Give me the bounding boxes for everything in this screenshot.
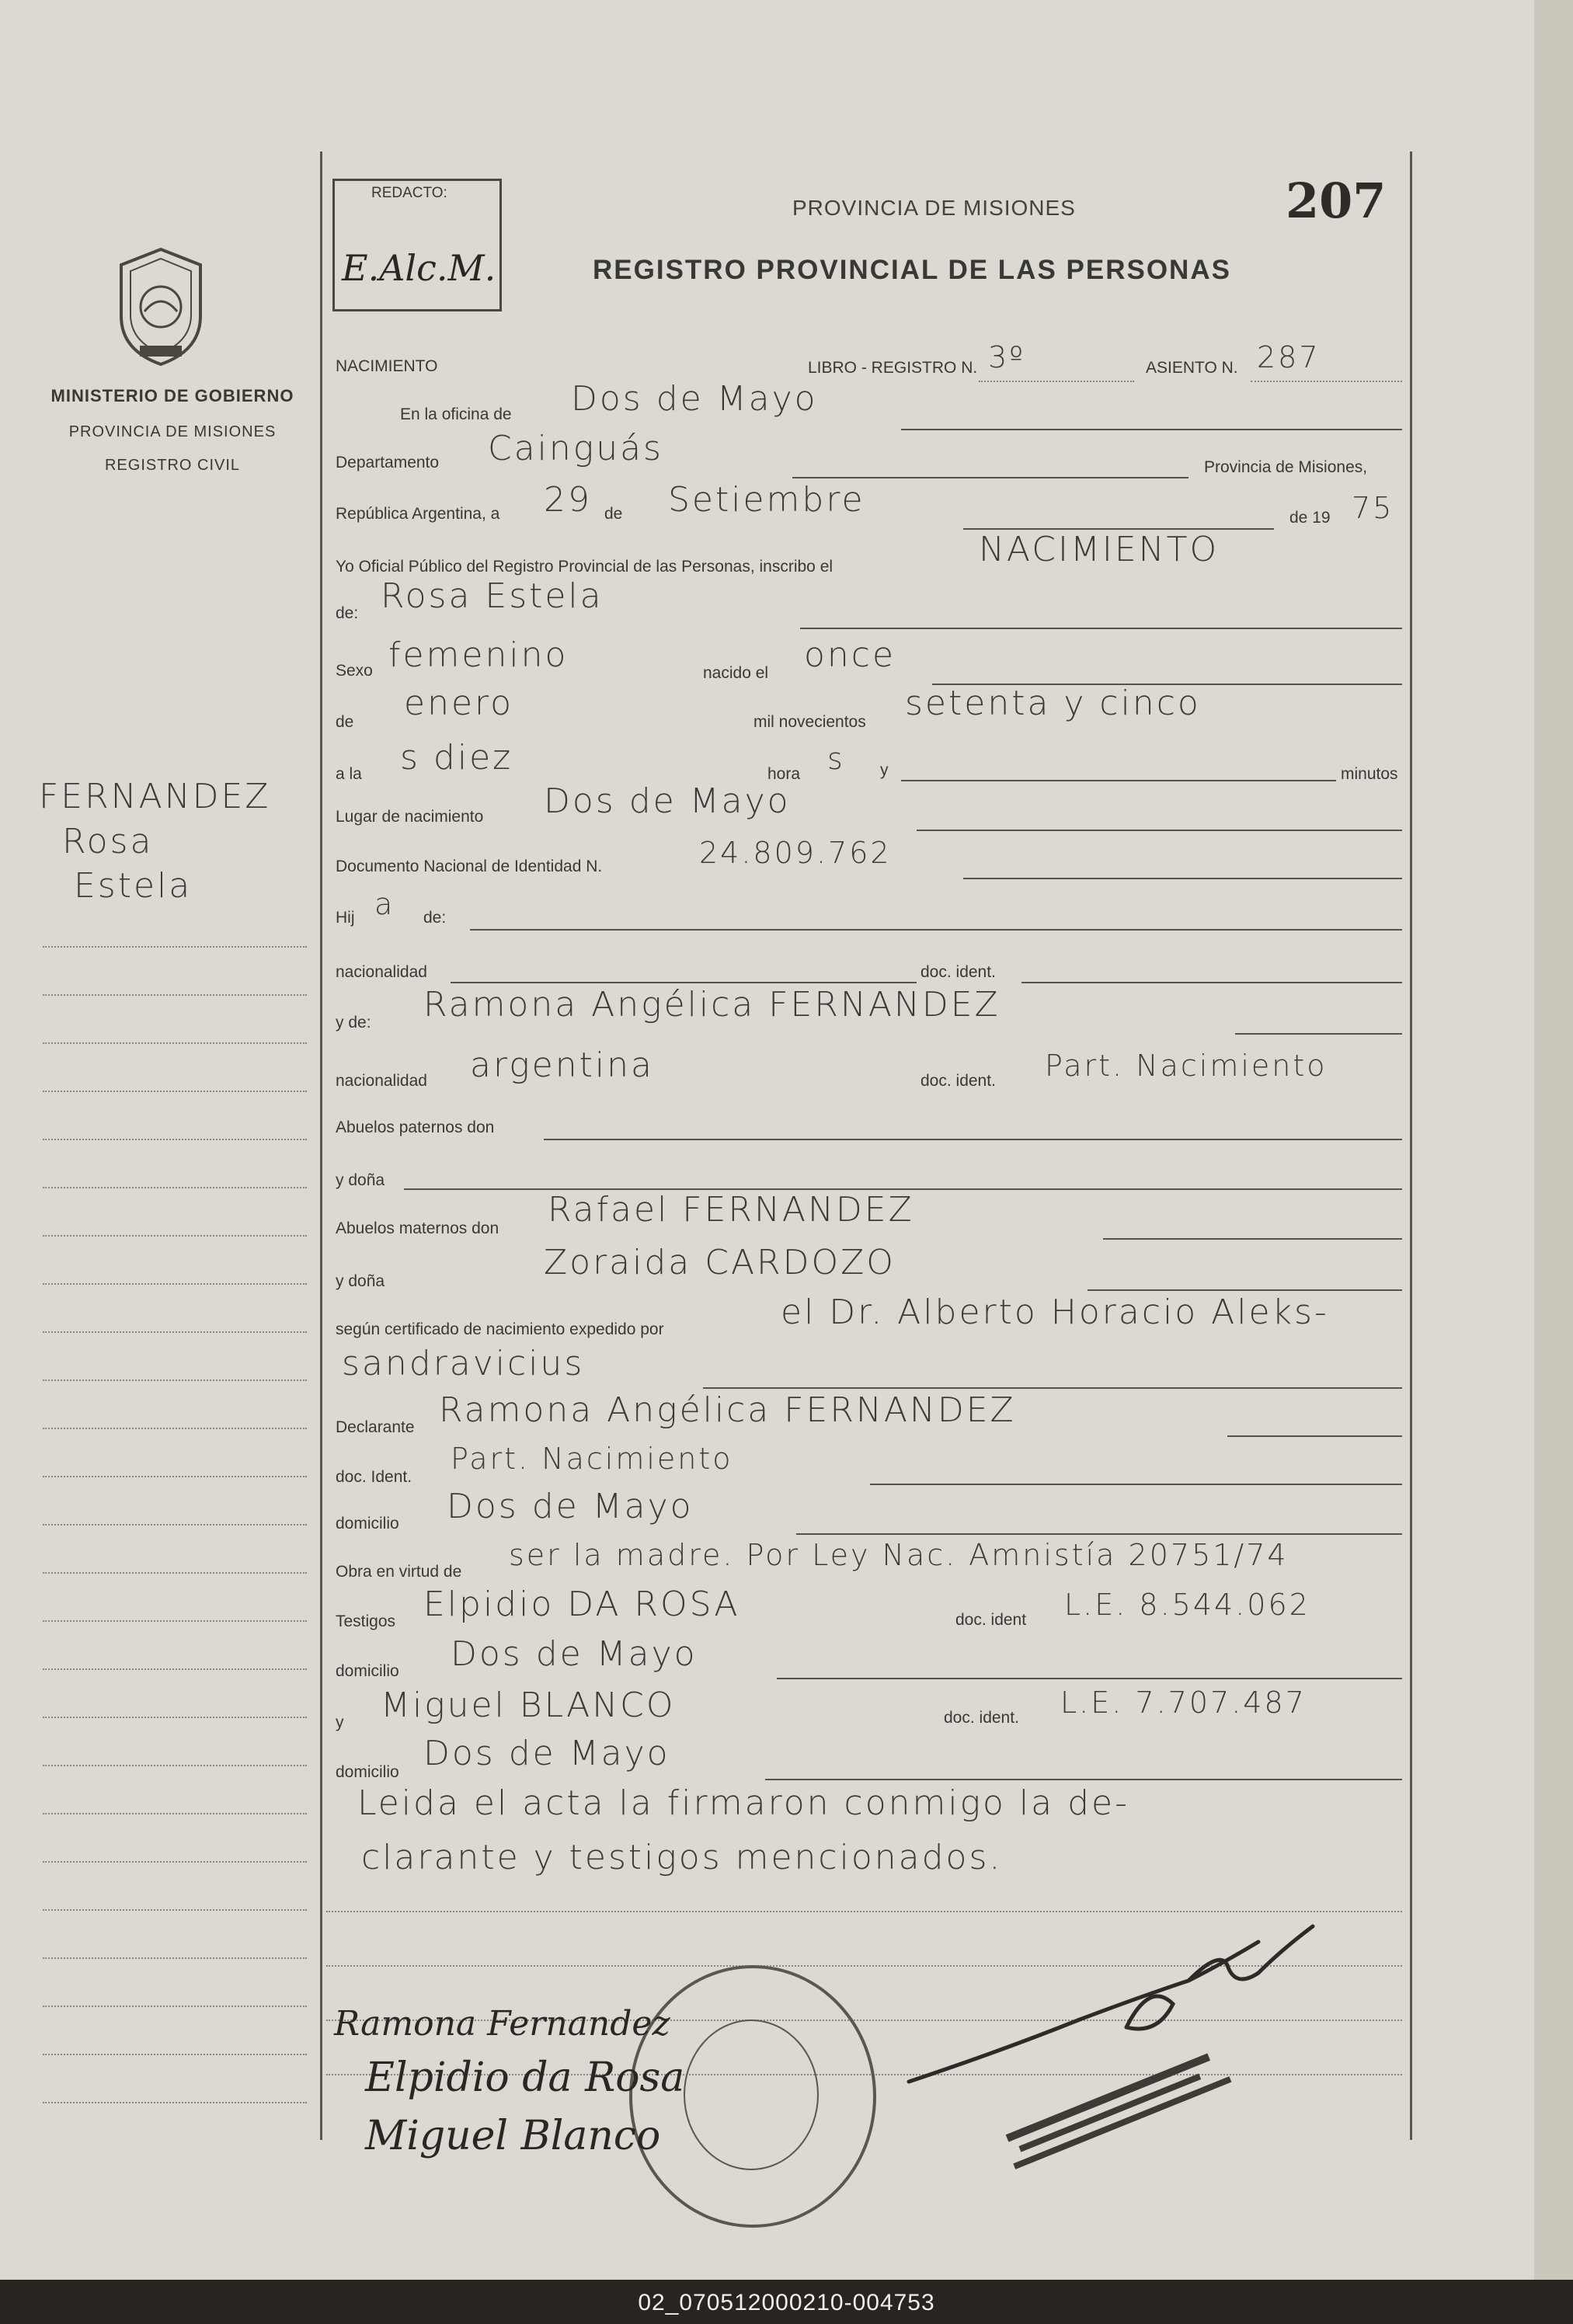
redacto-initials: E.Alc.M.: [342, 247, 496, 289]
oficina-label: En la oficina de: [400, 405, 512, 423]
testigos-label: Testigos: [336, 1613, 396, 1630]
anio-value: 75: [1352, 491, 1394, 525]
oficina-value: Dos de Mayo: [571, 379, 818, 419]
dni-label: Documento Nacional de Identidad N.: [336, 858, 603, 875]
page-number: 207: [1286, 172, 1387, 229]
official-stamp-inner: [684, 2020, 819, 2170]
docident1-label: doc. ident.: [920, 963, 996, 981]
ministry-name: MINISTERIO DE GOBIERNO: [50, 386, 294, 405]
margin-note-surname: FERNANDEZ: [39, 777, 271, 816]
ab-pat-label: Abuelos paternos don: [336, 1119, 495, 1136]
y-label: y: [880, 761, 889, 779]
hij-value: a: [374, 887, 395, 921]
ydona2-label: y doña: [336, 1272, 385, 1290]
signature-testigo1: Elpidio da Rosa: [365, 2054, 685, 2101]
domicilio2-value: Dos de Mayo: [451, 1634, 698, 1674]
de-label: de: [604, 505, 623, 523]
declarante-value: Ramona Angélica FERNANDEZ: [439, 1390, 1016, 1430]
docident3-value: Part. Nacimiento: [451, 1442, 733, 1476]
domicilio3-label: domicilio: [336, 1763, 399, 1781]
closing-line2: clarante y testigos mencionados.: [361, 1838, 1003, 1877]
officer-rect-stamp: [975, 2020, 1270, 2206]
mil-label: mil novecientos: [753, 713, 866, 731]
ydona2-value: Zoraida CARDOZO: [544, 1243, 896, 1282]
departamento-value: Cainguás: [488, 429, 663, 468]
hij-label: Hij: [336, 909, 355, 927]
certificado-label: según certificado de nacimiento expedido por: [336, 1320, 664, 1338]
lugar-label: Lugar de nacimiento: [336, 808, 484, 826]
sexo-label: Sexo: [336, 662, 373, 680]
testigo1-value: Elpidio DA ROSA: [423, 1585, 740, 1624]
docident4-value: L.E. 8.544.062: [1064, 1588, 1310, 1622]
ministry-seal-icon: [109, 245, 214, 369]
nac2-label: nacionalidad: [336, 1072, 427, 1090]
provincia-label: Provincia de Misiones,: [1204, 458, 1368, 476]
hora-label: hora: [767, 765, 801, 783]
docident5-label: doc. ident.: [944, 1709, 1019, 1727]
docident2-label: doc. ident.: [920, 1072, 996, 1090]
underlying-sheet-edge: [1534, 0, 1573, 2280]
asiento-label: ASIENTO N.: [1146, 359, 1238, 377]
domicilio2-label: domicilio: [336, 1662, 399, 1680]
closing-line1: Leida el acta la firmaron conmigo la de-: [357, 1783, 1129, 1823]
ala-label: a la: [336, 765, 362, 783]
dni-value: 24.809.762: [699, 836, 892, 870]
ministry-registry: REGISTRO CIVIL: [104, 457, 241, 474]
ab-mat-value: Rafael FERNANDEZ: [548, 1190, 914, 1230]
docident4-label: doc. ident: [955, 1611, 1027, 1629]
mes-nac-value: enero: [404, 684, 514, 723]
hij-de-label: de:: [423, 909, 447, 927]
docident2-value: Part. Nacimiento: [1045, 1049, 1328, 1083]
madre-value: Ramona Angélica FERNANDEZ: [423, 985, 1001, 1025]
asiento-value: 287: [1257, 340, 1321, 374]
ab-mat-label: Abuelos maternos don: [336, 1219, 499, 1237]
signature-testigo2: Miguel Blanco: [365, 2113, 661, 2159]
nac2-value: argentina: [470, 1045, 654, 1085]
y2-label: y: [336, 1713, 344, 1731]
nac1-label: nacionalidad: [336, 963, 427, 981]
libro-label: LIBRO - REGISTRO N.: [808, 359, 978, 377]
de2-label: de:: [336, 604, 359, 622]
margin-note-name1: Rosa: [62, 822, 154, 861]
republica-label: República Argentina, a: [336, 505, 500, 523]
declarante-label: Declarante: [336, 1418, 415, 1436]
nombre-value: Rosa Estela: [381, 576, 604, 616]
oficial-value: NACIMIENTO: [979, 530, 1220, 569]
mes-value: Setiembre: [668, 480, 865, 520]
libro-value: 3º: [988, 340, 1026, 374]
de3-label: de: [336, 713, 354, 731]
margin-note-name2: Estela: [74, 866, 193, 906]
nacido-value: once: [804, 635, 896, 675]
anio-nac-value: setenta y cinco: [905, 684, 1201, 723]
docident3-label: doc. Ident.: [336, 1468, 412, 1486]
anio-label: de 19: [1289, 509, 1331, 527]
signature-declarante: Ramona Fernandez: [334, 2004, 670, 2044]
departamento-label: Departamento: [336, 454, 440, 471]
province-heading: PROVINCIA DE MISIONES: [792, 196, 1076, 220]
hora2-value: s: [827, 742, 845, 776]
yde-label: y de:: [336, 1014, 371, 1032]
ministry-province: PROVINCIA DE MISIONES: [68, 423, 277, 440]
domicilio3-value: Dos de Mayo: [423, 1734, 670, 1773]
obra-value: ser la madre. Por Ley Nac. Amnistía 20751/74: [509, 1538, 1289, 1572]
registry-title: REGISTRO PROVINCIAL DE LAS PERSONAS: [593, 255, 1231, 285]
nacimiento-label: NACIMIENTO: [336, 357, 438, 375]
lugar-value: Dos de Mayo: [544, 781, 791, 821]
ydona1-label: y doña: [336, 1171, 385, 1189]
certificado-value2: sandravicius: [342, 1344, 585, 1383]
dia-value: 29: [544, 480, 592, 520]
redacto-label: REDACTO:: [371, 185, 447, 201]
certificado-value: el Dr. Alberto Horacio Aleks-: [781, 1292, 1329, 1332]
testigo2-value: Miguel BLANCO: [381, 1686, 676, 1725]
form-right-border: [1410, 151, 1412, 2140]
obra-label: Obra en virtud de: [336, 1563, 462, 1581]
domicilio1-label: domicilio: [336, 1515, 399, 1533]
minutos-label: minutos: [1341, 765, 1398, 783]
docident5-value: L.E. 7.707.487: [1060, 1686, 1307, 1720]
nacido-label: nacido el: [703, 664, 769, 682]
image-id-caption: 02_070512000210-004753: [638, 2290, 935, 2315]
sexo-value: femenino: [388, 635, 569, 675]
hora-value: s diez: [400, 738, 513, 778]
form-left-border: [320, 151, 322, 2140]
oficial-label: Yo Oficial Público del Registro Provincial de las Personas, inscribo el: [336, 558, 833, 576]
domicilio1-value: Dos de Mayo: [447, 1487, 694, 1526]
